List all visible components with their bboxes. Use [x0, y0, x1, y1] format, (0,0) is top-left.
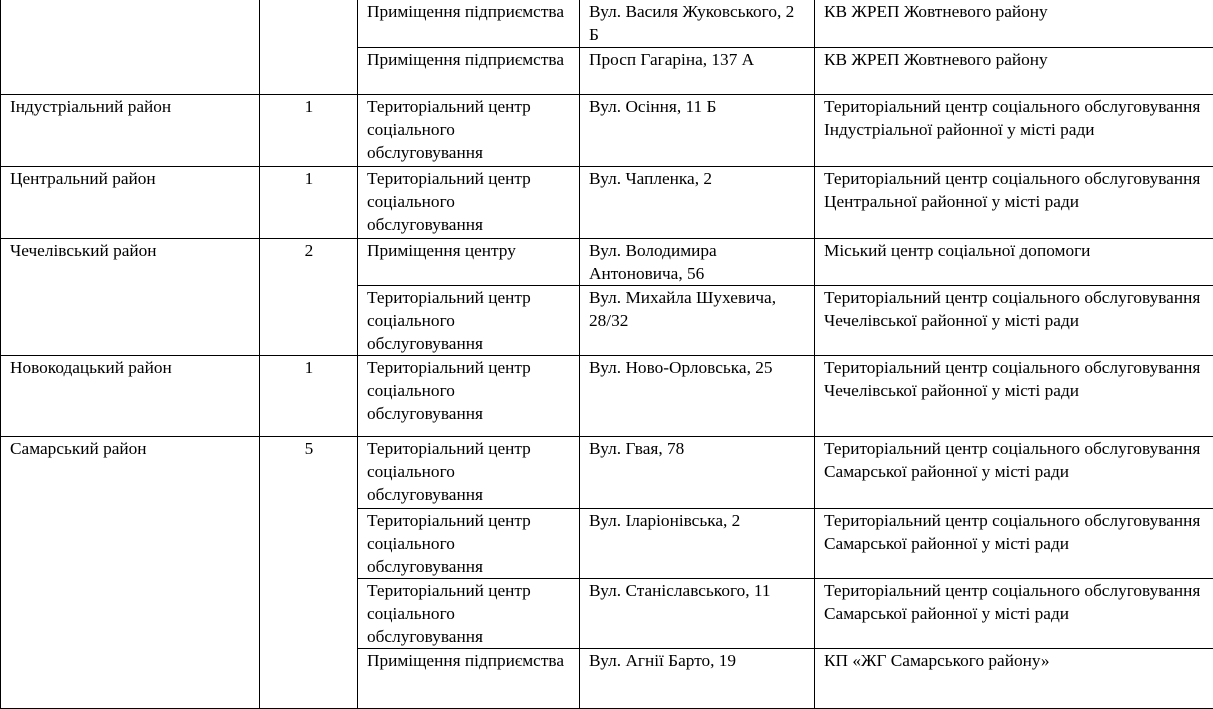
- address-cell: [580, 286, 815, 356]
- table-row: [1, 95, 1213, 167]
- organization-cell: [815, 239, 1213, 286]
- district-cell: [1, 239, 260, 356]
- premises-text: Територіальний центр соціального обслуговування: [367, 95, 571, 164]
- premises-text: Приміщення центру: [367, 239, 571, 262]
- district-cell: [1, 95, 260, 167]
- organization-cell: [815, 356, 1213, 437]
- premises-text: Територіальний центр соціального обслуговування: [367, 509, 571, 578]
- address-text: Вул. Ново-Орловська, 25: [589, 356, 806, 379]
- address-cell: [580, 239, 815, 286]
- count-cell: [260, 95, 358, 167]
- count-cell: [260, 167, 358, 239]
- address-text: Вул. Осіння, 11 Б: [589, 95, 806, 118]
- district-cell: [1, 356, 260, 437]
- premises-text: Приміщення підприємства: [367, 649, 571, 672]
- premises-cell: [358, 48, 580, 95]
- address-cell: [580, 48, 815, 95]
- premises-cell: [358, 579, 580, 649]
- district-name: Самарський район: [10, 437, 251, 460]
- address-text: Вул. Агнії Барто, 19: [589, 649, 806, 672]
- organization-cell: [815, 579, 1213, 649]
- premises-cell: [358, 286, 580, 356]
- address-cell: [580, 167, 815, 239]
- organization-cell: [815, 286, 1213, 356]
- organization-cell: [815, 649, 1213, 709]
- premises-cell: [358, 356, 580, 437]
- count-value: 5: [269, 437, 349, 460]
- district-name: Чечелівський район: [10, 239, 251, 262]
- count-cell: [260, 356, 358, 437]
- address-text: Вул. Гвая, 78: [589, 437, 806, 460]
- premises-cell: [358, 437, 580, 509]
- address-cell: [580, 649, 815, 709]
- organization-text: Територіальний центр соціального обслуговування Самарської районної у місті ради: [824, 509, 1213, 555]
- district-name: Індустріальний район: [10, 95, 251, 118]
- count-value: 2: [269, 239, 349, 262]
- address-text: Вул. Володимира Антоновича, 56: [589, 239, 806, 285]
- table-row: [1, 167, 1213, 239]
- premises-cell: [358, 509, 580, 579]
- organization-text: КВ ЖРЕП Жовтневого району: [824, 0, 1213, 23]
- premises-cell: [358, 95, 580, 167]
- district-name: Новокодацький район: [10, 356, 251, 379]
- premises-text: Територіальний центр соціального обслуговування: [367, 579, 571, 648]
- organization-text: Міський центр соціальної допомоги: [824, 239, 1213, 262]
- count-cell: [260, 437, 358, 709]
- premises-text: Територіальний центр соціального обслуговування: [367, 286, 571, 355]
- organization-cell: [815, 167, 1213, 239]
- address-text: Вул. Іларіонівська, 2: [589, 509, 806, 532]
- address-cell: [580, 356, 815, 437]
- premises-text: Територіальний центр соціального обслуговування: [367, 356, 571, 425]
- table-row: [1, 239, 1213, 286]
- address-cell: [580, 0, 815, 48]
- table-row: [1, 437, 1213, 509]
- organization-cell: [815, 509, 1213, 579]
- organization-text: Територіальний центр соціального обслуговування Центральної районної у місті ради: [824, 167, 1213, 213]
- organization-cell: [815, 437, 1213, 509]
- organization-text: КП «ЖГ Самарського району»: [824, 649, 1213, 672]
- table-row: [1, 0, 1213, 48]
- district-cell: [1, 437, 260, 709]
- count-cell: [260, 239, 358, 356]
- premises-text: Приміщення підприємства: [367, 0, 571, 23]
- count-value: 1: [269, 167, 349, 190]
- premises-text: Територіальний центр соціального обслуговування: [367, 437, 571, 506]
- organization-cell: [815, 0, 1213, 48]
- address-cell: [580, 437, 815, 509]
- address-text: Вул. Чапленка, 2: [589, 167, 806, 190]
- premises-cell: [358, 239, 580, 286]
- count-cell: [260, 0, 358, 95]
- address-cell: [580, 95, 815, 167]
- premises-cell: [358, 167, 580, 239]
- address-text: Просп Гагаріна, 137 А: [589, 48, 806, 71]
- table-row: [1, 356, 1213, 437]
- district-cell: [1, 0, 260, 95]
- organization-text: Територіальний центр соціального обслуговування Самарської районної у місті ради: [824, 579, 1213, 625]
- premises-text: Приміщення підприємства: [367, 48, 571, 71]
- address-text: Вул. Василя Жуковського, 2 Б: [589, 0, 806, 46]
- organization-cell: [815, 48, 1213, 95]
- premises-cell: [358, 649, 580, 709]
- organization-text: Територіальний центр соціального обслуговування Самарської районної у місті ради: [824, 437, 1213, 483]
- premises-text: Територіальний центр соціального обслуговування: [367, 167, 571, 236]
- organization-text: Територіальний центр соціального обслуговування Індустріальної районної у місті ради: [824, 95, 1213, 141]
- count-value: 1: [269, 95, 349, 118]
- district-name: Центральний район: [10, 167, 251, 190]
- organization-cell: [815, 95, 1213, 167]
- district-cell: [1, 167, 260, 239]
- organization-text: Територіальний центр соціального обслуговування Чечелівської районної у місті ради: [824, 356, 1213, 402]
- address-text: Вул. Михайла Шухевича, 28/32: [589, 286, 806, 332]
- organization-text: КВ ЖРЕП Жовтневого району: [824, 48, 1213, 71]
- address-cell: [580, 509, 815, 579]
- organization-text: Територіальний центр соціального обслуговування Чечелівської районної у місті ради: [824, 286, 1213, 332]
- address-text: Вул. Станіславського, 11: [589, 579, 806, 602]
- premises-cell: [358, 0, 580, 48]
- address-cell: [580, 579, 815, 649]
- count-value: 1: [269, 356, 349, 379]
